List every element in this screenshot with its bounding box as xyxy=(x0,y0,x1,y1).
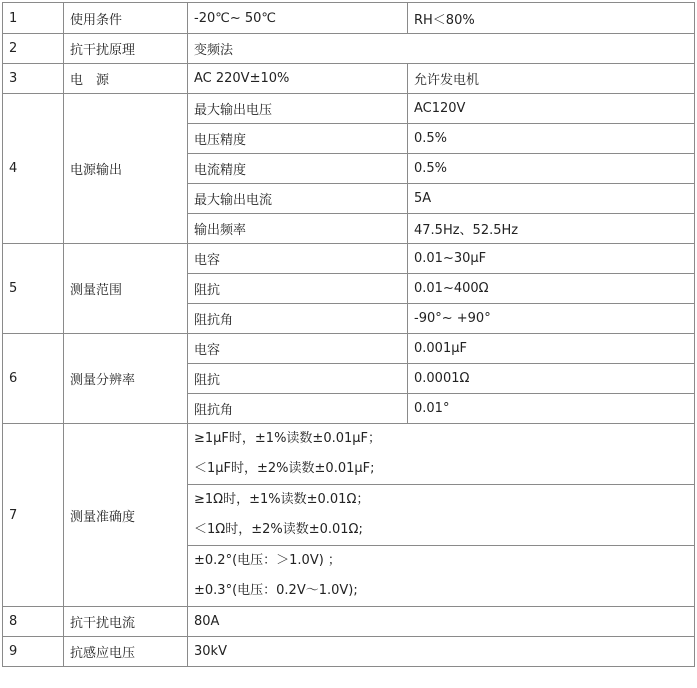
sub-item-name: 电容 xyxy=(188,244,408,274)
table-row xyxy=(3,64,695,94)
sub-item-value: 0.001μF xyxy=(408,334,695,364)
item-name: 电源输出 xyxy=(64,94,188,244)
item-name: 抗感应电压 xyxy=(64,637,188,667)
item-value: RH＜80% xyxy=(408,3,695,34)
table-row xyxy=(3,637,695,667)
row-number: 5 xyxy=(3,244,64,334)
sub-item-name: 阻抗 xyxy=(188,274,408,304)
sub-item-value: 5A xyxy=(408,184,695,214)
item-value: 允许发电机 xyxy=(408,64,695,94)
sub-item-value: -90°~ +90° xyxy=(408,304,695,334)
accuracy-impedance-cell xyxy=(188,485,695,546)
table-row xyxy=(3,94,695,124)
sub-item-name: 阻抗角 xyxy=(188,394,408,424)
table-row xyxy=(3,334,695,364)
row-number: 9 xyxy=(3,637,64,667)
row-number: 8 xyxy=(3,607,64,637)
sub-item-name: 电流精度 xyxy=(188,154,408,184)
spec-table xyxy=(2,2,695,667)
sub-item-value: 0.01~30μF xyxy=(408,244,695,274)
table-row xyxy=(3,244,695,274)
sub-item-name: 阻抗 xyxy=(188,364,408,394)
accuracy-line: ＜1Ω时，±2%读数±0.01Ω; xyxy=(194,522,363,537)
table-row xyxy=(3,34,695,64)
item-name: 测量范围 xyxy=(64,244,188,334)
accuracy-angle-cell xyxy=(188,546,695,607)
row-number: 2 xyxy=(3,34,64,64)
item-name: 电 源 xyxy=(64,64,188,94)
sub-item-value: 0.5% xyxy=(408,154,695,184)
item-value: AC 220V±10% xyxy=(188,64,408,94)
row-number: 3 xyxy=(3,64,64,94)
item-name: 测量准确度 xyxy=(64,424,188,607)
row-number: 4 xyxy=(3,94,64,244)
sub-item-value: 0.5% xyxy=(408,124,695,154)
accuracy-line: ≥1μF时，±1%读数±0.01μF； xyxy=(194,431,382,446)
sub-item-name: 输出频率 xyxy=(188,214,408,244)
accuracy-line: ＜1μF时，±2%读数±0.01μF; xyxy=(194,461,375,476)
sub-item-value: 0.01~400Ω xyxy=(408,274,695,304)
item-value: 30kV xyxy=(188,637,695,667)
accuracy-capacitance-cell xyxy=(188,424,695,485)
sub-item-name: 阻抗角 xyxy=(188,304,408,334)
item-name: 抗干扰电流 xyxy=(64,607,188,637)
sub-item-name: 最大输出电流 xyxy=(188,184,408,214)
row-number: 1 xyxy=(3,3,64,34)
row-number: 7 xyxy=(3,424,64,607)
item-name: 测量分辨率 xyxy=(64,334,188,424)
sub-item-value: 47.5Hz、52.5Hz xyxy=(408,214,695,244)
sub-item-name: 最大输出电压 xyxy=(188,94,408,124)
sub-item-name: 电容 xyxy=(188,334,408,364)
item-name: 抗干扰原理 xyxy=(64,34,188,64)
item-name: 使用条件 xyxy=(64,3,188,34)
table-row xyxy=(3,3,695,34)
table-row xyxy=(3,607,695,637)
sub-item-name: 电压精度 xyxy=(188,124,408,154)
accuracy-line: ≥1Ω时，±1%读数±0.01Ω； xyxy=(194,492,370,507)
row-number: 6 xyxy=(3,334,64,424)
sub-item-value: AC120V xyxy=(408,94,695,124)
sub-item-value: 0.01° xyxy=(408,394,695,424)
accuracy-line: ±0.2°(电压：＞1.0V) ； xyxy=(194,553,341,568)
sub-item-value: 0.0001Ω xyxy=(408,364,695,394)
item-value: -20℃~ 50℃ xyxy=(188,3,408,34)
item-value: 变频法 xyxy=(188,34,695,64)
accuracy-line: ±0.3°(电压：0.2V～1.0V); xyxy=(194,583,358,598)
item-value: 80A xyxy=(188,607,695,637)
table-row xyxy=(3,424,695,455)
